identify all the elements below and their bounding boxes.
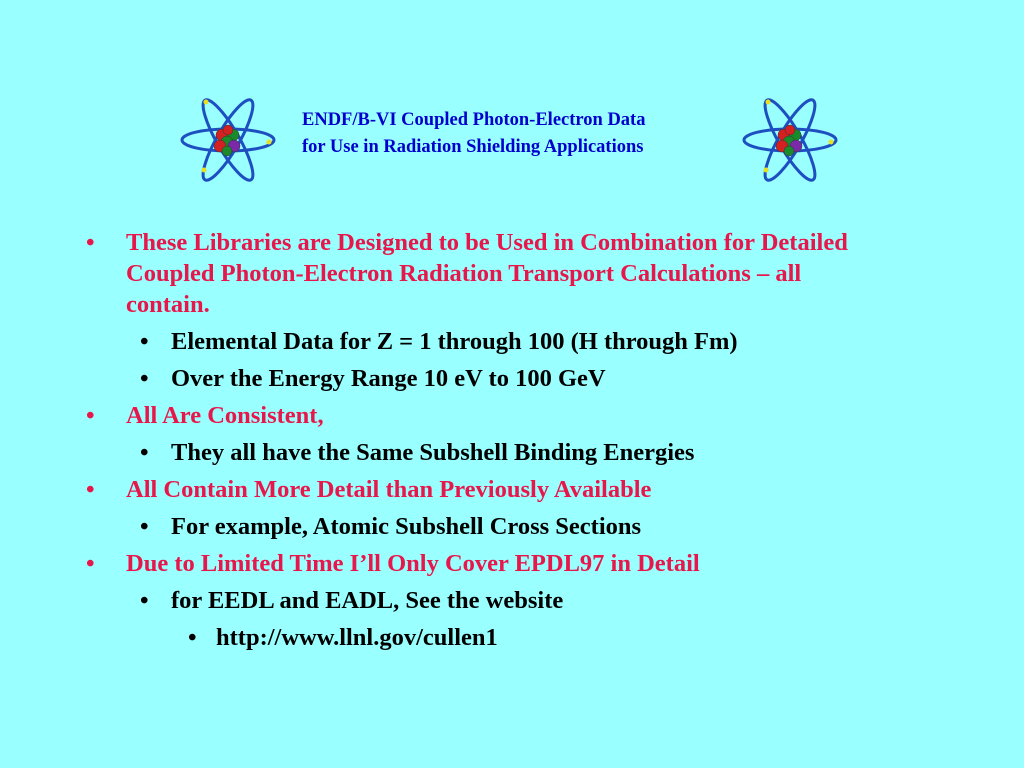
bullet-dot: • bbox=[140, 328, 149, 355]
bullet-item bbox=[0, 400, 886, 431]
sub-sub-bullet-item bbox=[0, 622, 1024, 653]
sub-bullet-item bbox=[0, 363, 1024, 394]
atom-icon bbox=[740, 90, 840, 190]
sub-bullet-item bbox=[0, 437, 1024, 468]
bullet-dot: • bbox=[86, 476, 95, 503]
bullet-text: Due to Limited Time I’ll Only Cover EPDL97 in Detail bbox=[126, 550, 700, 577]
bullet-item bbox=[0, 474, 886, 505]
bullet-dot: • bbox=[140, 587, 149, 614]
bullet-dot: • bbox=[140, 513, 149, 540]
bullet-item bbox=[0, 548, 886, 579]
sub-bullet-text: for EEDL and EADL, See the website bbox=[171, 587, 564, 614]
title-line-2: for Use in Radiation Shielding Applications bbox=[302, 137, 644, 157]
sub-bullet-text: Over the Energy Range 10 eV to 100 GeV bbox=[171, 365, 606, 392]
website-url[interactable]: http://www.llnl.gov/cullen1 bbox=[216, 624, 498, 651]
sub-bullet-text: They all have the Same Subshell Binding Energies bbox=[171, 439, 695, 466]
sub-bullet-item bbox=[0, 511, 1024, 542]
bullet-text: All Contain More Detail than Previously Available bbox=[126, 476, 652, 503]
bullet-dot: • bbox=[188, 624, 197, 651]
atom-icon bbox=[178, 90, 278, 190]
bullet-dot: • bbox=[86, 402, 95, 429]
bullet-text: These Libraries are Designed to be Used in Combination for Detailed Coupled Photon-Electron Radiation Transport Calculations – all contain. bbox=[126, 229, 848, 318]
sub-bullet-item bbox=[0, 326, 1024, 357]
bullet-dot: • bbox=[86, 550, 95, 577]
bullet-dot: • bbox=[86, 229, 95, 256]
sub-bullet-text: For example, Atomic Subshell Cross Sections bbox=[171, 513, 642, 540]
title-line-1: ENDF/B-VI Coupled Photon-Electron Data bbox=[302, 110, 646, 130]
sub-bullet-text: Elemental Data for Z = 1 through 100 (H through Fm) bbox=[171, 328, 738, 355]
bullet-list bbox=[0, 227, 1024, 659]
slide-title bbox=[302, 107, 732, 161]
bullet-text: All Are Consistent, bbox=[126, 402, 324, 429]
sub-bullet-item bbox=[0, 585, 1024, 616]
bullet-dot: • bbox=[140, 365, 149, 392]
bullet-item bbox=[0, 227, 886, 320]
bullet-dot: • bbox=[140, 439, 149, 466]
